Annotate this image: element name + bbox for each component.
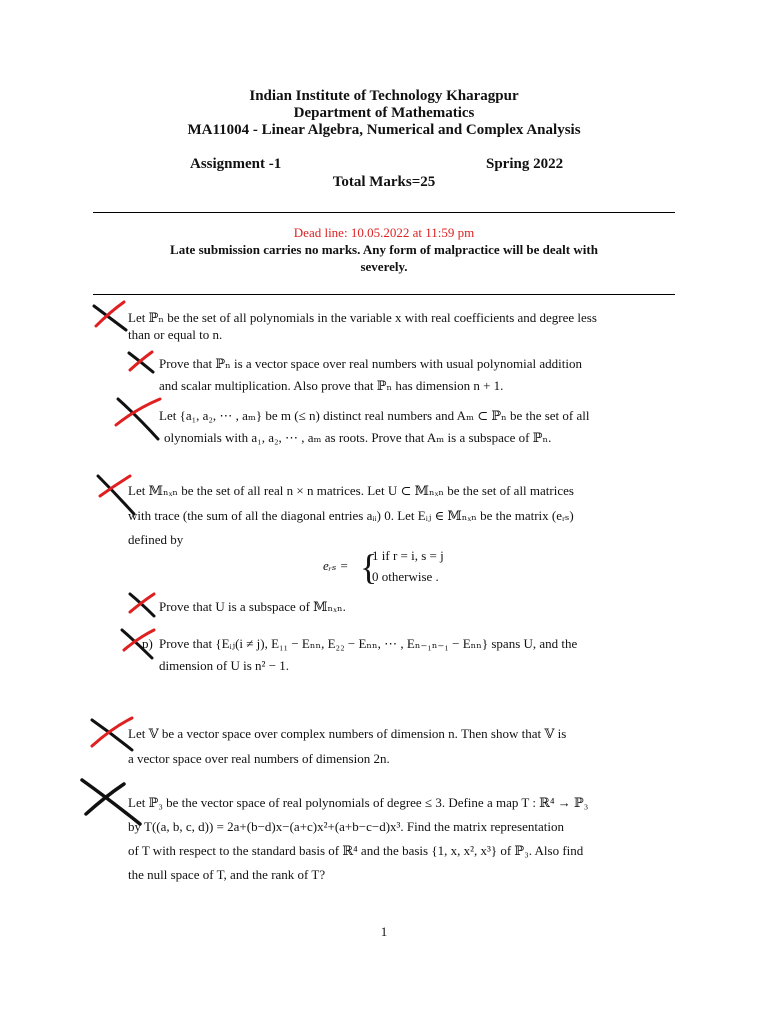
formula-lhs: eᵣₛ = xyxy=(323,558,349,573)
q1b-line-1: Let {a₁, a₂, ⋯ , aₘ} be m (≤ n) distinct real numbers and Aₘ ⊂ ℙₙ be the set of all xyxy=(159,408,590,423)
warning-line-2: severely. xyxy=(360,259,408,274)
formula-brace: { xyxy=(360,547,378,587)
q2-intro-line-3: defined by xyxy=(128,532,184,547)
formula-case-1: 1 if r = i, s = j xyxy=(372,548,444,563)
q2a-line-1: Prove that U is a subspace of 𝕄ₙₓₙ. xyxy=(159,599,346,614)
assignment-label: Assignment -1 xyxy=(190,156,282,172)
semester-label: Spring 2022 xyxy=(486,156,564,172)
q2-intro-line-1: Let 𝕄ₙₓₙ be the set of all real n × n matrices. Let U ⊂ 𝕄ₙₓₙ be the set of all matrices xyxy=(128,483,574,498)
cross-mark-q1-icon xyxy=(90,298,130,334)
q2b-line-1: Prove that {Eᵢⱼ(i ≠ j), E₁₁ − Eₙₙ, E₂₂ − Eₙₙ, ⋯ , Eₙ₋₁ₙ₋₁ − Eₙₙ} spans U, and the xyxy=(159,636,578,651)
q3-line-1: Let 𝕍 be a vector space over complex numbers of dimension n. Then show that 𝕍 is xyxy=(128,726,567,741)
q2-intro-line-2: with trace (the sum of all the diagonal entries aᵢᵢ) 0. Let Eᵢⱼ ∈ 𝕄ₙₓₙ be the matrix (eᵣₛ) xyxy=(128,508,574,523)
q1-intro-line-1: Let ℙₙ be the set of all polynomials in the variable x with real coefficients and degree less xyxy=(128,310,597,325)
q1a-line-2: and scalar multiplication. Also prove that ℙₙ has dimension n + 1. xyxy=(159,378,504,393)
total-marks: Total Marks=25 xyxy=(332,174,436,190)
department-name: Department of Mathematics xyxy=(293,105,475,121)
top-rule xyxy=(93,212,675,213)
q3-line-2: a vector space over real numbers of dimension 2n. xyxy=(128,751,390,766)
q2b-line-2: dimension of U is n² − 1. xyxy=(159,658,290,673)
page-number: 1 xyxy=(380,924,388,939)
q1a-line-1: Prove that ℙₙ is a vector space over real numbers with usual polynomial addition xyxy=(159,356,582,371)
q1b-line-2: olynomials with a₁, a₂, ⋯ , aₘ as roots. Prove that Aₘ is a subspace of ℙₙ. xyxy=(164,430,552,445)
q4-line-3: of T with respect to the standard basis of ℝ⁴ and the basis {1, x, x², x³} of ℙ₃. Also find xyxy=(128,843,584,858)
warning-line-1: Late submission carries no marks. Any form of malpractice will be dealt with xyxy=(170,242,598,257)
q1-intro-line-2: than or equal to n. xyxy=(128,327,223,342)
institute-name: Indian Institute of Technology Kharagpur xyxy=(249,88,519,104)
q4-line-2: by T((a, b, c, d)) = 2a+(b−d)x−(a+c)x²+(a+b−c−d)x³. Find the matrix representation xyxy=(128,819,564,834)
deadline-text: Dead line: 10.05.2022 at 11:59 pm xyxy=(293,225,475,240)
cross-mark-q1a-icon xyxy=(126,348,156,376)
course-title: MA11004 - Linear Algebra, Numerical and Complex Analysis xyxy=(187,122,581,138)
q2b-prefix: p) xyxy=(142,636,153,651)
q4-line-4: the null space of T, and the rank of T? xyxy=(128,867,326,882)
cross-mark-q2a-icon xyxy=(126,590,158,620)
bottom-rule xyxy=(93,294,675,295)
formula-case-2: 0 otherwise . xyxy=(372,569,439,584)
cross-mark-q1b-icon xyxy=(112,395,164,443)
q4-line-1: Let ℙ₃ be the vector space of real polynomials of degree ≤ 3. Define a map T : ℝ⁴ → ℙ₃ xyxy=(128,795,589,810)
